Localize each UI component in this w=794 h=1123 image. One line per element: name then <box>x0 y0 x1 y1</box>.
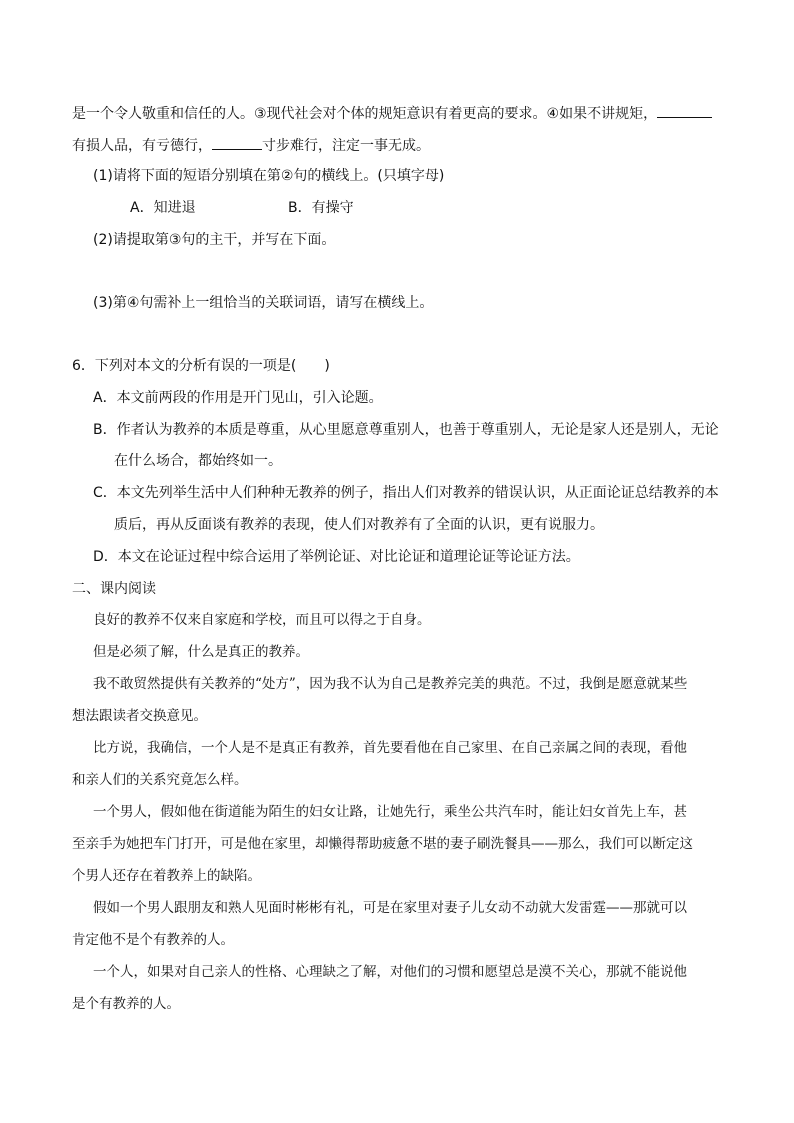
passage-paragraph-3-line2: 想法跟读者交换意见。 <box>72 708 207 724</box>
q5-option-a: A．知进退 <box>130 200 196 216</box>
q5-line1 <box>72 103 712 124</box>
q5-option-b: B．有操守 <box>288 200 354 216</box>
q6-stem: 6．下列对本文的分析有误的一项是( ) <box>72 358 330 374</box>
q6-option-b-line1: B．作者认为教养的本质是尊重，从心里愿意尊重别人，也善于尊重别人，无论是家人还是别人，无论 <box>93 422 719 438</box>
answer-blank[interactable] <box>212 135 262 150</box>
passage-paragraph-6-line1: 假如一个男人跟朋友和熟人见面时彬彬有礼，可是在家里对妻子儿女动不动就大发雷霆——那就可以 <box>93 900 687 916</box>
q6-option-a: A．本文前两段的作用是开门见山，引入论题。 <box>93 390 383 406</box>
passage-paragraph-7-line2: 是个有教养的人。 <box>72 996 180 1012</box>
passage-paragraph-5-line1: 一个男人，假如他在街道能为陌生的妇女让路，让她先行，乘坐公共汽车时，能让妇女首先上车，甚 <box>93 804 687 820</box>
passage-paragraph-5-line3: 个男人还存在着教养上的缺陷。 <box>72 868 261 884</box>
section-heading: 二、课内阅读 <box>72 581 156 597</box>
q5-sub1: (1)请将下面的短语分别填在第②句的横线上。(只填字母) <box>93 168 445 184</box>
passage-paragraph-6-line2: 肯定他不是个有教养的人。 <box>72 932 234 948</box>
q6-option-d: D．本文在论证过程中综合运用了举例论证、对比论证和道理论证等论证方法。 <box>93 549 580 565</box>
passage-paragraph-4-line2: 和亲人们的关系究竟怎么样。 <box>72 772 248 788</box>
passage-paragraph-5-line2: 至亲手为她把车门打开，可是他在家里，却懒得帮助疲惫不堪的妻子刷洗餐具——那么，我们可以断定这 <box>72 836 693 852</box>
passage-paragraph-7-line1: 一个人，如果对自己亲人的性格、心理缺之了解，对他们的习惯和愿望总是漠不关心，那就不能说他 <box>93 964 687 980</box>
q6-option-c-line2: 质后，再从反面谈有教养的表现，使人们对教养有了全面的认识，更有说服力。 <box>114 517 604 533</box>
passage-paragraph-2: 但是必须了解，什么是真正的教养。 <box>93 644 309 660</box>
passage-paragraph-4-line1: 比方说，我确信，一个人是不是真正有教养，首先要看他在自己家里、在自己亲属之间的表现，看他 <box>93 740 687 756</box>
q6-option-c-line1: C．本文先列举生活中人们种种无教养的例子，指出人们对教养的错误认识，从正面论证总结教养的本 <box>93 485 719 501</box>
answer-blank[interactable] <box>657 103 712 118</box>
passage-paragraph-3-line1: 我不敢贸然提供有关教养的“处方”，因为我不认为自己是教养完美的典范。不过，我倒是愿意就某些 <box>93 676 688 692</box>
q5-sub3: (3)第④句需补上一组恰当的关联词语，请写在横线上。 <box>93 295 434 311</box>
q5-line2-end: 寸步难行，注定一事无成。 <box>262 138 430 154</box>
q6-option-b-line2: 在什么场合，都始终如一。 <box>114 453 282 469</box>
passage-paragraph-1: 良好的教养不仅来自家庭和学校，而且可以得之于自身。 <box>93 612 431 628</box>
q5-line2 <box>72 135 430 156</box>
q5-line2-start: 有损人品，有亏德行， <box>72 138 212 154</box>
q5-line1-text: 是一个令人敬重和信任的人。③现代社会对个体的规矩意识有着更高的要求。④如果不讲规矩， <box>72 106 658 122</box>
q5-sub2: (2)请提取第③句的主干，并写在下面。 <box>93 232 336 248</box>
